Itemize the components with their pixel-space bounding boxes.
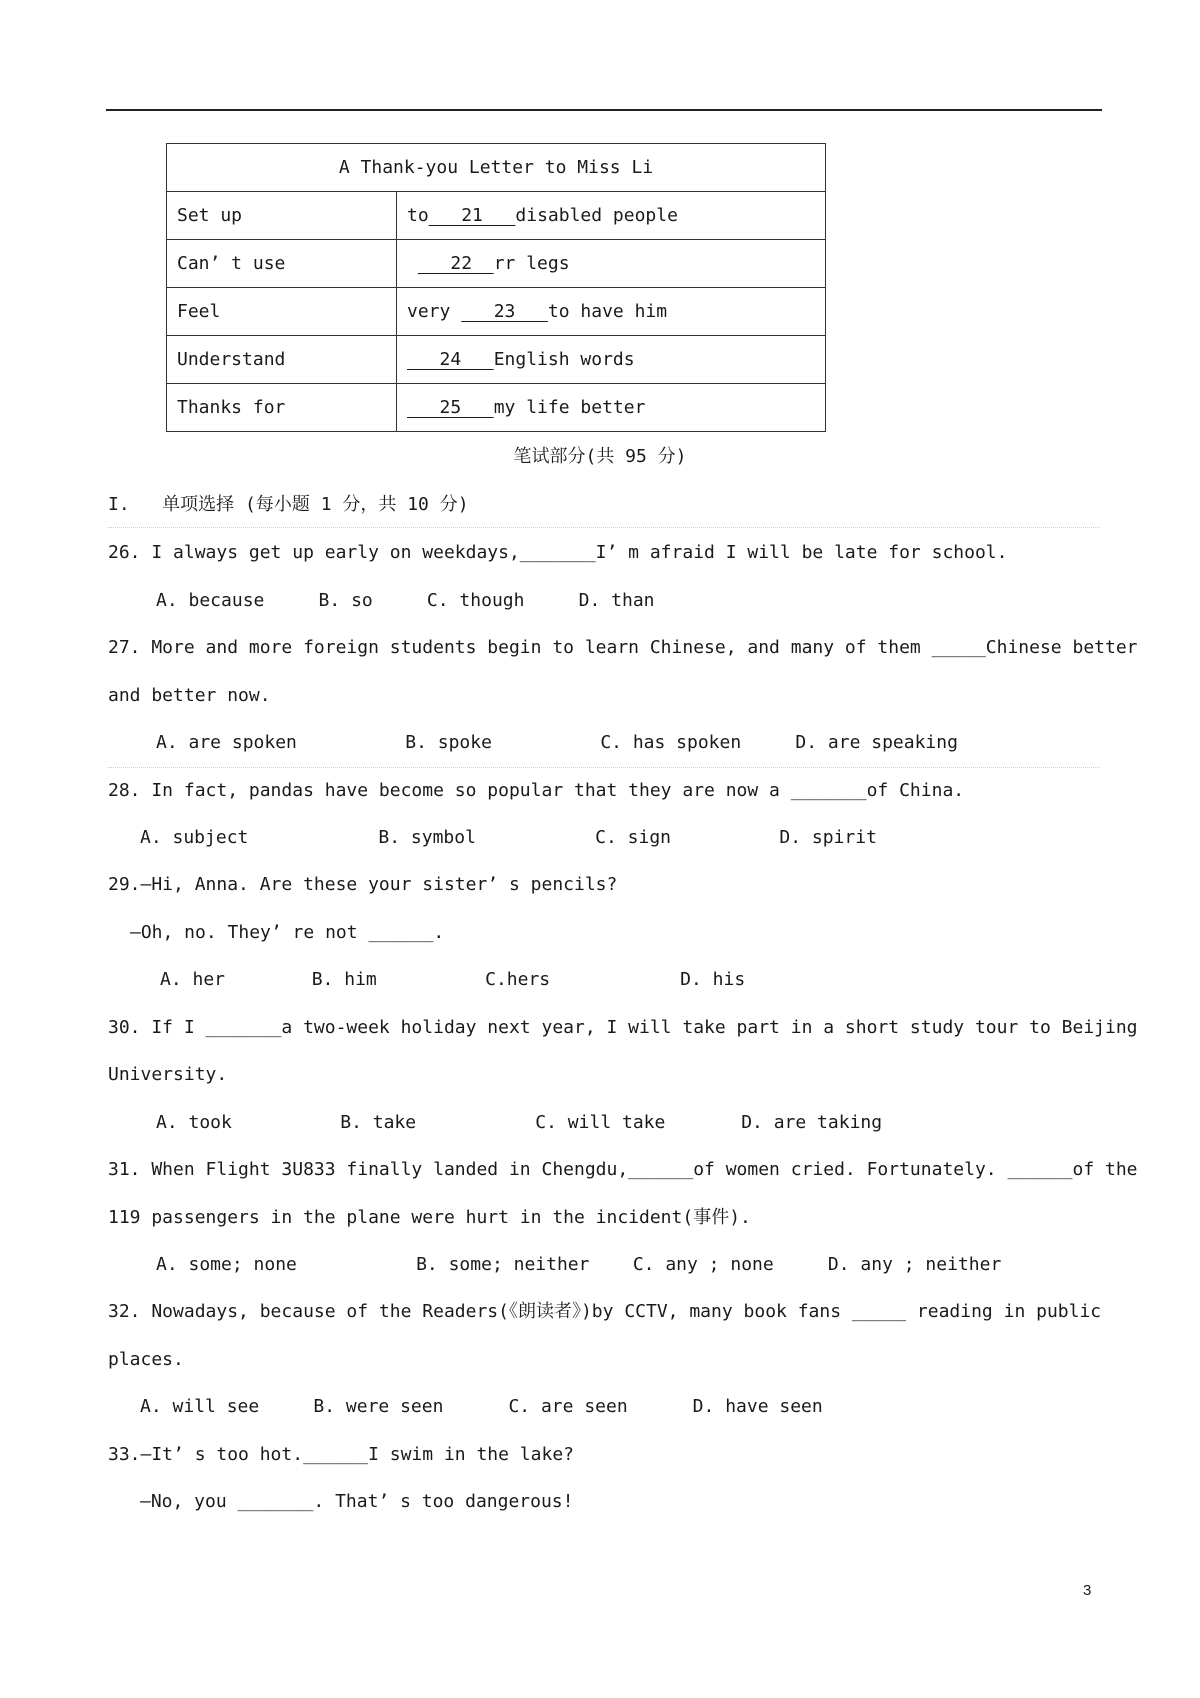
question-32-cont: places.	[108, 1349, 184, 1370]
question-31-cont: 119 passengers in the plane were hurt in the incident(事件).	[108, 1207, 751, 1228]
cell-post: my life better	[493, 397, 646, 418]
table-cell-left: Can’ t use	[167, 240, 397, 288]
table-row	[167, 336, 826, 384]
table-cell-right	[397, 240, 826, 288]
cell-post: rr legs	[493, 253, 570, 274]
cell-pre: very	[407, 301, 462, 322]
options-28: A. subject B. symbol C. sign D. spirit	[140, 827, 877, 848]
options-29: A. her B. him C.hers D. his	[160, 969, 746, 990]
options-32: A. will see B. were seen C. are seen D. have seen	[140, 1396, 823, 1417]
cell-post: English words	[493, 349, 635, 370]
question-27: 27. More and more foreign students begin to learn Chinese, and many of them _____Chinese better	[108, 637, 1138, 658]
question-30: 30. If I _______a two-week holiday next year, I will take part in a short study tour to Beijing	[108, 1017, 1138, 1038]
table-row	[167, 288, 826, 336]
question-33: 33.—It’ s too hot.______I swim in the lake?	[108, 1444, 574, 1465]
cell-pre: to	[407, 205, 429, 226]
question-27-cont: and better now.	[108, 685, 271, 706]
options-27: A. are spoken B. spoke C. has spoken D. are speaking	[156, 732, 958, 753]
table-cell-right	[397, 336, 826, 384]
blank-23: 23	[461, 301, 548, 322]
cell-post: disabled people	[515, 205, 678, 226]
question-30-cont: University.	[108, 1064, 228, 1085]
cell-pre	[407, 253, 418, 274]
table-cell-right	[397, 384, 826, 432]
question-29: 29.—Hi, Anna. Are these your sister’ s pencils?	[108, 874, 618, 895]
blank-22: 22	[417, 253, 494, 274]
table-cell-left: Set up	[167, 192, 397, 240]
table-row	[167, 192, 826, 240]
section-title: 笔试部分(共 95 分)	[513, 446, 687, 467]
blank-24: 24	[407, 349, 494, 370]
options-26: A. because B. so C. though D. than	[156, 590, 655, 611]
blank-25: 25	[407, 397, 494, 418]
table-title: A Thank-you Letter to Miss Li	[167, 144, 826, 192]
table-cell-right	[397, 192, 826, 240]
table-cell-left: Thanks for	[167, 384, 397, 432]
question-28: 28. In fact, pandas have become so popular that they are now a _______of China.	[108, 780, 965, 801]
options-30: A. took B. take C. will take D. are taking	[156, 1112, 883, 1133]
header-rule	[106, 109, 1102, 111]
table-cell-right	[397, 288, 826, 336]
page-number: 3	[1083, 1582, 1092, 1599]
dotted-divider	[108, 767, 1100, 768]
table-cell-left: Feel	[167, 288, 397, 336]
blank-21: 21	[428, 205, 516, 226]
notes-table	[166, 143, 826, 432]
dotted-divider	[108, 527, 1100, 528]
question-26: 26. I always get up early on weekdays,_______I’ m afraid I will be late for school.	[108, 542, 1008, 563]
options-31: A. some; none B. some; neither C. any ; none D. any ; neither	[156, 1254, 1002, 1275]
part-heading: I. 单项选择 (每小题 1 分，共 10 分)	[108, 494, 469, 515]
question-32: 32. Nowadays, because of the Readers(《朗读者》)by CCTV, many book fans _____ reading in public	[108, 1301, 1102, 1322]
table-cell-left: Understand	[167, 336, 397, 384]
cell-post: to have him	[547, 301, 668, 322]
question-31: 31. When Flight 3U833 finally landed in Chengdu,______of women cried. Fortunately. ______of the	[108, 1159, 1138, 1180]
question-33-reply: —No, you _______. That’ s too dangerous!	[140, 1491, 574, 1512]
question-29-reply: —Oh, no. They’ re not ______.	[130, 922, 445, 943]
table-row	[167, 384, 826, 432]
table-row	[167, 240, 826, 288]
